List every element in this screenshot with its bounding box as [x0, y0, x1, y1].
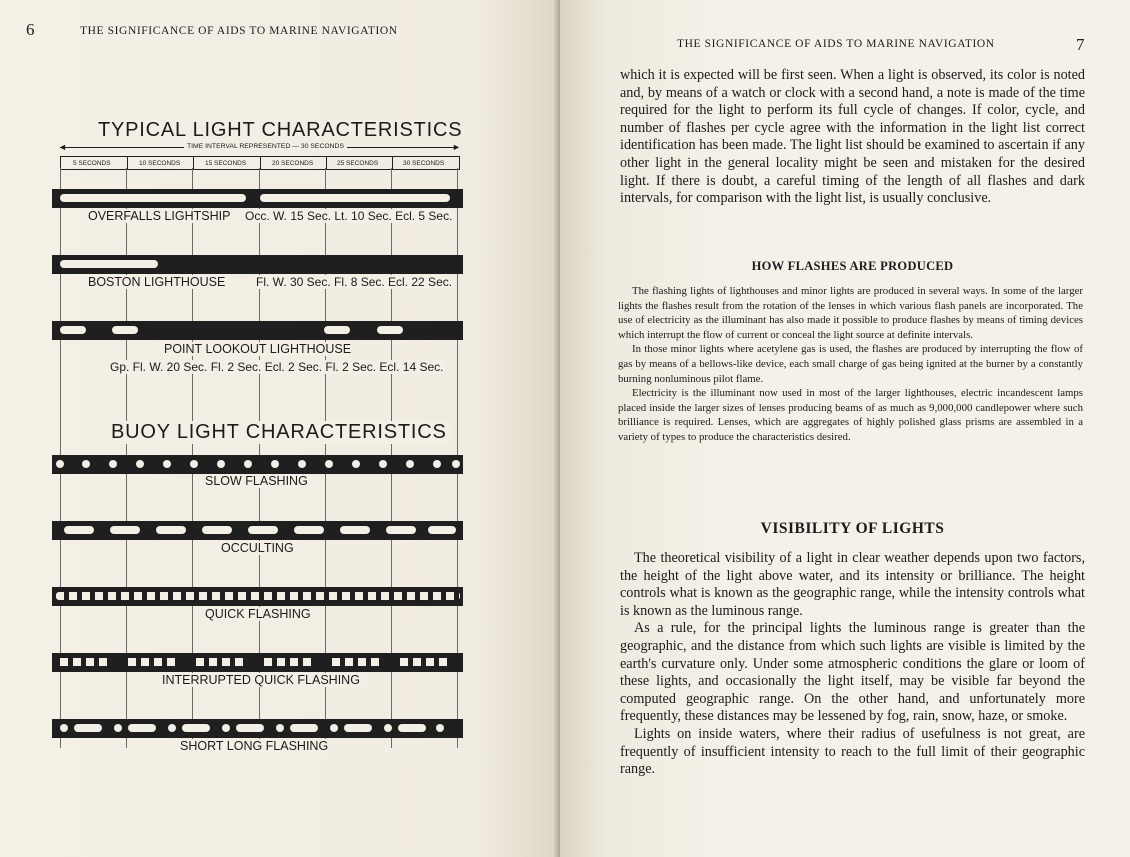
short-long-flashing-bar [52, 719, 463, 738]
short-long-flashing-label: SHORT LONG FLASHING [180, 739, 329, 753]
slow-flashing-bar [52, 455, 463, 474]
overfalls-spec: Occ. W. 15 Sec. Lt. 10 Sec. Ecl. 5 Sec. [245, 209, 453, 223]
visibility-paragraph: Lights on inside waters, where their radius of usefulness is not great, are frequently of insufficient intensity to reach to the full limit of their geographic range. [620, 725, 1085, 778]
intro-paragraph [620, 67, 1085, 208]
time-label: 25 SECONDS [337, 160, 379, 167]
visibility-paragraph: As a rule, for the principal lights the luminous range is greater than the geographic, and the distance from which such lights are visible is limited by the earth's curvature only. Under some atmospheric conditions the glare or loom of these lights, and occasionally the light itself, may be visible far beyond the computed geographic range. On the other hand, and unfortunately more frequently, these distances may be lessened by fog, rain, snow, haze, or smoke. [620, 620, 1085, 725]
typical-light-title: TYPICAL LIGHT CHARACTERISTICS [98, 119, 463, 141]
boston-light-bar [52, 255, 463, 274]
interrupted-quick-flashing-bar [52, 653, 463, 672]
flashes-paragraph: The flashing lights of lighthouses and minor lights are produced in several ways. In some of the larger lights the flashes result from the rotation of the lenses in which various flash panels are incorporated. The use of electricity as the illuminant has also made it possible to produce flashes by means of timing devices which interrupt the flow of current or conceal the light source at definite intervals. [618, 285, 1083, 341]
flashes-section [618, 284, 1083, 445]
left-running-header: THE SIGNIFICANCE OF AIDS TO MARINE NAVIGATION [80, 25, 398, 37]
right-page-number: 7 [1076, 35, 1085, 54]
arrow-left-icon: ◄ [58, 142, 67, 152]
time-label: 15 SECONDS [205, 160, 247, 167]
time-label: 30 SECONDS [403, 160, 445, 167]
quick-flashing-bar [52, 587, 463, 606]
point-lookout-spec: Gp. Fl. W. 20 Sec. Fl. 2 Sec. Ecl. 2 Sec. Fl. 2 Sec. Ecl. 14 Sec. [110, 360, 444, 374]
arrow-right-icon: ► [452, 142, 461, 152]
time-label: 20 SECONDS [272, 160, 314, 167]
occulting-label: OCCULTING [221, 541, 294, 555]
left-page-number: 6 [26, 20, 35, 39]
visibility-paragraph: The theoretical visibility of a light in clear weather depends upon two factors, the height of the light above water, and its intensity or brilliance. The height controls what is known as the geographic range, while the intensity controls what is known as the luminous range. [620, 550, 1085, 619]
occulting-bar [52, 521, 463, 540]
point-lookout-name: POINT LOOKOUT LIGHTHOUSE [164, 342, 352, 356]
flashes-paragraph: Electricity is the illuminant now used in most of the larger lighthouses, electric incandescent lamps placed inside the larger sizes of lenses producing beams of as much as 9,000,000 candlepower where such brilliance is required. Lenses, which are aggregates of highly polished glass prisms are assembled in a variety of types to produce the characteristics desired. [618, 387, 1083, 443]
visibility-section [620, 550, 1085, 779]
visibility-heading: VISIBILITY OF LIGHTS [760, 520, 945, 537]
interrupted-quick-flashing-label: INTERRUPTED QUICK FLASHING [162, 673, 360, 687]
flashes-heading: HOW FLASHES ARE PRODUCED [751, 259, 954, 273]
intro-text: which it is expected will be first seen. When a light is observed, its color is noted and, by means of a watch or clock with a second hand, a note is made of the time required for the light to perform its full cycle of changes. If color, cycle, and number of flashes per cycle agree with the information in the light list correct identification has been made. The light list should be examined to ascertain if any other light in the general locality might be seen and mistaken for the desired light. If there is doubt, a careful timing of the length of all flashes and dark intervals, for comparison with the light list, is usually conclusive. [620, 67, 1085, 207]
time-scale [60, 156, 460, 170]
right-running-header: THE SIGNIFICANCE OF AIDS TO MARINE NAVIGATION [677, 38, 995, 50]
slow-flashing-label: SLOW FLASHING [205, 474, 308, 488]
boston-spec: Fl. W. 30 Sec. Fl. 8 Sec. Ecl. 22 Sec. [256, 275, 453, 289]
interval-note: TIME INTERVAL REPRESENTED — 30 SECONDS [184, 143, 347, 150]
time-label: 5 SECONDS [73, 160, 111, 167]
quick-flashing-label: QUICK FLASHING [205, 607, 311, 621]
left-page [0, 0, 560, 857]
overfalls-light-bar [52, 189, 463, 208]
point-lookout-light-bar [52, 321, 463, 340]
buoy-light-title: BUOY LIGHT CHARACTERISTICS [108, 421, 450, 444]
flashes-paragraph: In those minor lights where acetylene gas is used, the flashes are produced by interrupting the flow of gas by means of a bellows-like device, each small charge of gas being ignited at the burner by a constantly burning nonluminous pilot flame. [618, 343, 1083, 385]
boston-name: BOSTON LIGHTHOUSE [88, 275, 226, 289]
overfalls-name: OVERFALLS LIGHTSHIP [88, 209, 231, 223]
time-label: 10 SECONDS [139, 160, 181, 167]
